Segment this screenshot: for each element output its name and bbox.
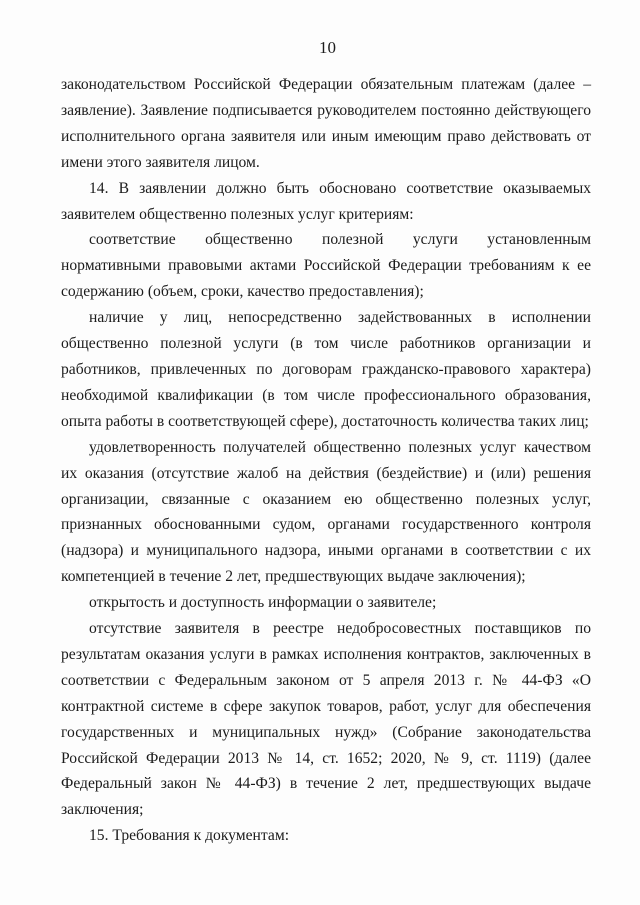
paragraph-criterion-satisfaction: удовлетворенность получателей общественно полезных услуг качеством их оказания (отсутствие жалоб на действия (бездействие) и (или) решения организации, связанные с оказанием ею общественно полезных услуг, признанных обоснованными судом, органами государственного контроля (надзора) и муниципального надзора, иными органами в соответствии с их компетенцией в течение 2 лет, предшествующих выдаче заключения);	[61, 438, 591, 586]
paragraph-continuation: законодательством Российской Федерации обязательным платежам (далее – заявление). Заявление подписывается руководителем постоянно действующего исполнительного органа заявителя или иным имеющим право действовать от имени этого заявителя лицом.	[61, 76, 591, 171]
page-number: 10	[319, 38, 336, 57]
paragraph-item-14: 14. В заявлении должно быть обосновано соответствие оказываемых заявителем общественно полезных услуг критериям:	[61, 179, 591, 223]
document-body	[61, 72, 591, 849]
paragraph-criterion-openness: открытость и доступность информации о заявителе;	[89, 594, 437, 612]
paragraph-criterion-qualification: наличие у лиц, непосредственно задействованных в исполнении общественно полезной услуги (в том числе работников организации и работников, привлеченных по договорам гражданско-правового характера) необходимой квалификации (в том числе профессионального образования, опыта работы в соответствующей сфере), достаточность количества таких лиц;	[61, 309, 591, 430]
paragraph-criterion-registry: отсутствие заявителя в реестре недобросовестных поставщиков по результатам оказания услуги в рамках исполнения контрактов, заключенных в соответствии с Федеральным законом от 5 апреля 2013 г. № 44-ФЗ «О контрактной системе в сфере закупок товаров, работ, услуг для обеспечения государственных и муниципальных нужд» (Собрание законодательства Российской Федерации 2013 № 14, ст. 1652; 2020, № 9, ст. 1119) (далее Федеральный закон № 44-ФЗ) в течение 2 лет, предшествующих выдаче заключения;	[61, 620, 591, 819]
paragraph-criterion-compliance: соответствие общественно полезной услуги установленным нормативными правовыми актами Российской Федерации требованиям к ее содержанию (объем, сроки, качество предоставления);	[61, 231, 591, 301]
paragraph-item-15: 15. Требования к документам:	[89, 827, 290, 845]
